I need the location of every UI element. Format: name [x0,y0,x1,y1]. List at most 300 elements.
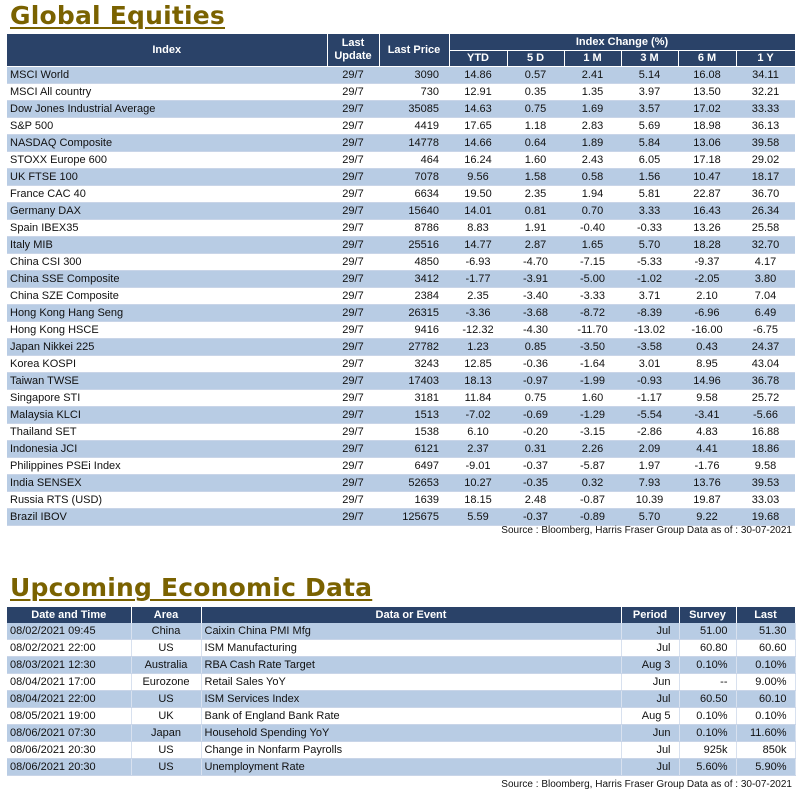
index-change-cell: 3.57 [621,101,678,118]
index-change-cell: -5.66 [736,407,795,424]
survey-cell: 0.10% [679,657,736,674]
index-change-cell: 4.41 [678,441,736,458]
index-name-cell: UK FTSE 100 [7,169,327,186]
datetime-cell: 08/06/2021 20:30 [7,759,131,776]
table-row [7,407,795,424]
survey-cell: 60.50 [679,691,736,708]
datetime-cell: 08/04/2021 17:00 [7,674,131,691]
table-row [7,373,795,390]
index-change-cell: 10.27 [449,475,507,492]
index-change-cell: 9.22 [678,509,736,526]
table-row [7,356,795,373]
last-update-cell: 29/7 [327,152,379,169]
last-price-cell: 6634 [379,186,449,203]
table-row [7,623,795,640]
index-change-cell: 9.58 [736,458,795,475]
index-change-cell: 3.33 [621,203,678,220]
header-area: Area [131,607,201,623]
index-name-cell: China CSI 300 [7,254,327,271]
index-name-cell: China SZE Composite [7,288,327,305]
last-update-cell: 29/7 [327,424,379,441]
index-change-cell: 43.04 [736,356,795,373]
index-change-cell: 13.50 [678,84,736,101]
last-update-cell: 29/7 [327,407,379,424]
header-period-ytd: YTD [449,51,507,67]
last-value-cell: 9.00% [736,674,795,691]
event-cell: Caixin China PMI Mfg [201,623,621,640]
last-update-cell: 29/7 [327,101,379,118]
area-cell: US [131,691,201,708]
event-cell: Retail Sales YoY [201,674,621,691]
table-row [7,271,795,288]
index-change-cell: 17.18 [678,152,736,169]
last-price-cell: 15640 [379,203,449,220]
last-update-cell: 29/7 [327,492,379,509]
index-change-cell: 14.01 [449,203,507,220]
index-change-cell: 3.01 [621,356,678,373]
index-name-cell: Russia RTS (USD) [7,492,327,509]
last-update-cell: 29/7 [327,135,379,152]
index-change-cell: -6.96 [678,305,736,322]
index-change-cell: -1.64 [564,356,621,373]
period-cell: Jul [621,742,679,759]
index-change-cell: -9.01 [449,458,507,475]
index-change-cell: 1.97 [621,458,678,475]
last-price-cell: 4850 [379,254,449,271]
last-price-cell: 125675 [379,509,449,526]
index-change-cell: -3.58 [621,339,678,356]
index-change-cell: 0.75 [507,390,564,407]
survey-cell: 925k [679,742,736,759]
index-change-cell: -12.32 [449,322,507,339]
index-change-cell: 13.26 [678,220,736,237]
last-update-cell: 29/7 [327,458,379,475]
index-change-cell: -1.17 [621,390,678,407]
event-cell: RBA Cash Rate Target [201,657,621,674]
index-change-cell: -0.93 [621,373,678,390]
last-update-cell: 29/7 [327,390,379,407]
last-price-cell: 7078 [379,169,449,186]
header-period-6m: 6 M [678,51,736,67]
last-price-cell: 1639 [379,492,449,509]
index-change-cell: 3.97 [621,84,678,101]
survey-cell: 60.80 [679,640,736,657]
index-change-cell: -4.30 [507,322,564,339]
last-price-cell: 464 [379,152,449,169]
index-change-cell: 4.17 [736,254,795,271]
last-price-cell: 26315 [379,305,449,322]
last-update-cell: 29/7 [327,271,379,288]
index-change-cell: 32.70 [736,237,795,254]
table-row [7,657,795,674]
period-cell: Jul [621,691,679,708]
index-change-cell: -7.02 [449,407,507,424]
index-change-cell: 0.57 [507,67,564,84]
table-row [7,640,795,657]
index-name-cell: Taiwan TWSE [7,373,327,390]
last-price-cell: 27782 [379,339,449,356]
table-row [7,492,795,509]
table-row [7,475,795,492]
last-price-cell: 8786 [379,220,449,237]
last-value-cell: 0.10% [736,657,795,674]
header-survey: Survey [679,607,736,623]
period-cell: Jul [621,623,679,640]
index-change-cell: 2.83 [564,118,621,135]
survey-cell: 0.10% [679,708,736,725]
index-change-cell: 0.85 [507,339,564,356]
last-price-cell: 1538 [379,424,449,441]
index-change-cell: 18.13 [449,373,507,390]
index-change-cell: 16.88 [736,424,795,441]
header-index-change: Index Change (%) [449,34,795,51]
index-name-cell: France CAC 40 [7,186,327,203]
index-change-cell: -3.68 [507,305,564,322]
last-price-cell: 1513 [379,407,449,424]
index-change-cell: 29.02 [736,152,795,169]
table-row [7,441,795,458]
area-cell: UK [131,708,201,725]
index-change-cell: -3.41 [678,407,736,424]
index-change-cell: 1.69 [564,101,621,118]
last-update-cell: 29/7 [327,441,379,458]
index-change-cell: 9.58 [678,390,736,407]
area-cell: China [131,623,201,640]
index-name-cell: Singapore STI [7,390,327,407]
period-cell: Jul [621,759,679,776]
index-change-cell: -0.69 [507,407,564,424]
table-row [7,424,795,441]
index-change-cell: 12.85 [449,356,507,373]
table-row [7,237,795,254]
last-update-cell: 29/7 [327,186,379,203]
index-change-cell: 16.43 [678,203,736,220]
index-change-cell: 3.71 [621,288,678,305]
index-change-cell: -0.35 [507,475,564,492]
index-change-cell: 0.35 [507,84,564,101]
index-change-cell: -16.00 [678,322,736,339]
index-change-cell: -0.20 [507,424,564,441]
last-update-cell: 29/7 [327,67,379,84]
index-change-cell: 13.76 [678,475,736,492]
index-change-cell: 14.86 [449,67,507,84]
index-change-cell: 1.56 [621,169,678,186]
index-change-cell: 14.63 [449,101,507,118]
index-name-cell: NASDAQ Composite [7,135,327,152]
index-change-cell: -2.05 [678,271,736,288]
index-change-cell: 2.35 [507,186,564,203]
index-change-cell: 33.03 [736,492,795,509]
index-name-cell: India SENSEX [7,475,327,492]
area-cell: US [131,759,201,776]
last-update-cell: 29/7 [327,356,379,373]
equities-table-body [7,67,795,526]
last-update-cell: 29/7 [327,237,379,254]
index-change-cell: 5.69 [621,118,678,135]
index-change-cell: -6.93 [449,254,507,271]
index-change-cell: -8.72 [564,305,621,322]
datetime-cell: 08/03/2021 12:30 [7,657,131,674]
index-change-cell: -13.02 [621,322,678,339]
index-change-cell: 8.95 [678,356,736,373]
survey-cell: 5.60% [679,759,736,776]
index-change-cell: -5.33 [621,254,678,271]
index-change-cell: 14.77 [449,237,507,254]
index-name-cell: S&P 500 [7,118,327,135]
index-change-cell: 2.26 [564,441,621,458]
header-period-3m: 3 M [621,51,678,67]
index-name-cell: China SSE Composite [7,271,327,288]
index-change-cell: 2.37 [449,441,507,458]
datetime-cell: 08/04/2021 22:00 [7,691,131,708]
header-period: Period [621,607,679,623]
index-name-cell: Thailand SET [7,424,327,441]
economic-table-body [7,623,795,776]
header-index: Index [7,34,327,67]
last-price-cell: 9416 [379,322,449,339]
index-change-cell: 6.49 [736,305,795,322]
period-cell: Jun [621,674,679,691]
index-change-cell: 1.60 [564,390,621,407]
index-change-cell: -5.54 [621,407,678,424]
header-last-price: Last Price [379,34,449,67]
table-row [7,254,795,271]
period-cell: Jul [621,640,679,657]
last-price-cell: 3412 [379,271,449,288]
index-change-cell: 2.10 [678,288,736,305]
index-change-cell: 2.87 [507,237,564,254]
index-change-cell: -3.33 [564,288,621,305]
last-value-cell: 5.90% [736,759,795,776]
index-change-cell: -1.77 [449,271,507,288]
index-name-cell: Hong Kong Hang Seng [7,305,327,322]
area-cell: Australia [131,657,201,674]
header-data-or-event: Data or Event [201,607,621,623]
last-value-cell: 60.60 [736,640,795,657]
index-change-cell: 36.70 [736,186,795,203]
index-change-cell: -3.40 [507,288,564,305]
index-name-cell: Brazil IBOV [7,509,327,526]
last-update-cell: 29/7 [327,322,379,339]
index-change-cell: 25.72 [736,390,795,407]
index-name-cell: Japan Nikkei 225 [7,339,327,356]
datetime-cell: 08/05/2021 19:00 [7,708,131,725]
last-update-cell: 29/7 [327,220,379,237]
index-name-cell: MSCI World [7,67,327,84]
index-change-cell: -5.00 [564,271,621,288]
economic-data-table [7,607,796,776]
index-name-cell: Spain IBEX35 [7,220,327,237]
index-change-cell: 18.86 [736,441,795,458]
index-change-cell: 11.84 [449,390,507,407]
last-price-cell: 35085 [379,101,449,118]
index-change-cell: -1.02 [621,271,678,288]
last-value-cell: 60.10 [736,691,795,708]
index-change-cell: -1.99 [564,373,621,390]
index-change-cell: 17.02 [678,101,736,118]
last-value-cell: 11.60% [736,725,795,742]
event-cell: Unemployment Rate [201,759,621,776]
last-update-cell: 29/7 [327,475,379,492]
event-cell: ISM Manufacturing [201,640,621,657]
index-change-cell: 2.09 [621,441,678,458]
index-name-cell: Malaysia KLCI [7,407,327,424]
last-update-cell: 29/7 [327,339,379,356]
index-change-cell: 19.50 [449,186,507,203]
table-row [7,339,795,356]
index-change-cell: 2.35 [449,288,507,305]
event-cell: ISM Services Index [201,691,621,708]
datetime-cell: 08/02/2021 22:00 [7,640,131,657]
last-update-cell: 29/7 [327,305,379,322]
index-change-cell: -3.91 [507,271,564,288]
index-change-cell: 5.59 [449,509,507,526]
period-cell: Aug 3 [621,657,679,674]
table-row [7,84,795,101]
index-change-cell: 0.43 [678,339,736,356]
index-change-cell: 5.14 [621,67,678,84]
table-row [7,220,795,237]
index-change-cell: 32.21 [736,84,795,101]
header-period-1m: 1 M [564,51,621,67]
last-value-cell: 51.30 [736,623,795,640]
header-last: Last [736,607,795,623]
index-name-cell: Italy MIB [7,237,327,254]
event-cell: Bank of England Bank Rate [201,708,621,725]
last-price-cell: 14778 [379,135,449,152]
datetime-cell: 08/02/2021 09:45 [7,623,131,640]
index-change-cell: 1.65 [564,237,621,254]
table-row [7,322,795,339]
index-change-cell: 22.87 [678,186,736,203]
index-change-cell: 5.70 [621,509,678,526]
index-change-cell: -0.87 [564,492,621,509]
index-change-cell: 1.23 [449,339,507,356]
index-change-cell: -5.87 [564,458,621,475]
last-update-cell: 29/7 [327,169,379,186]
last-update-cell: 29/7 [327,373,379,390]
index-change-cell: 18.98 [678,118,736,135]
index-change-cell: -1.29 [564,407,621,424]
index-change-cell: -3.36 [449,305,507,322]
index-change-cell: 16.08 [678,67,736,84]
index-change-cell: 5.81 [621,186,678,203]
table-row [7,118,795,135]
index-change-cell: 0.81 [507,203,564,220]
index-change-cell: 2.48 [507,492,564,509]
index-change-cell: 0.64 [507,135,564,152]
economic-source-note: Source : Bloomberg, Harris Fraser Group Data as of : 30-07-2021 [501,779,792,790]
global-equities-table [7,34,796,526]
last-value-cell: 0.10% [736,708,795,725]
table-row [7,152,795,169]
index-change-cell: -0.89 [564,509,621,526]
index-change-cell: 1.58 [507,169,564,186]
last-price-cell: 730 [379,84,449,101]
index-change-cell: -6.75 [736,322,795,339]
index-change-cell: -0.33 [621,220,678,237]
index-change-cell: 19.87 [678,492,736,509]
index-change-cell: 17.65 [449,118,507,135]
last-price-cell: 4419 [379,118,449,135]
header-last-update: Last Update [327,34,379,67]
index-change-cell: 3.80 [736,271,795,288]
table-row [7,458,795,475]
last-update-cell: 29/7 [327,118,379,135]
index-change-cell: 5.70 [621,237,678,254]
table-row [7,674,795,691]
index-change-cell: 10.47 [678,169,736,186]
last-update-cell: 29/7 [327,203,379,220]
survey-cell: 0.10% [679,725,736,742]
table-row [7,288,795,305]
index-change-cell: -3.50 [564,339,621,356]
table-row [7,67,795,84]
index-change-cell: -7.15 [564,254,621,271]
table-row [7,169,795,186]
area-cell: US [131,640,201,657]
index-change-cell: -0.37 [507,509,564,526]
index-change-cell: 6.05 [621,152,678,169]
economic-data-title: Upcoming Economic Data [10,573,373,602]
table-row [7,390,795,407]
index-change-cell: 10.39 [621,492,678,509]
index-change-cell: 0.75 [507,101,564,118]
index-change-cell: 16.24 [449,152,507,169]
table-row [7,305,795,322]
area-cell: Eurozone [131,674,201,691]
table-row [7,759,795,776]
last-price-cell: 52653 [379,475,449,492]
index-change-cell: 1.91 [507,220,564,237]
index-change-cell: 1.18 [507,118,564,135]
global-equities-title: Global Equities [10,1,225,30]
index-change-cell: -2.86 [621,424,678,441]
table-row [7,186,795,203]
last-price-cell: 6121 [379,441,449,458]
index-change-cell: -3.15 [564,424,621,441]
index-change-cell: 19.68 [736,509,795,526]
survey-cell: 51.00 [679,623,736,640]
index-change-cell: -9.37 [678,254,736,271]
index-change-cell: 24.37 [736,339,795,356]
header-period-1y: 1 Y [736,51,795,67]
index-change-cell: 0.70 [564,203,621,220]
table-row [7,708,795,725]
index-change-cell: -0.40 [564,220,621,237]
index-change-cell: 14.96 [678,373,736,390]
table-row [7,742,795,759]
period-cell: Jun [621,725,679,742]
index-change-cell: 1.94 [564,186,621,203]
index-change-cell: 18.15 [449,492,507,509]
index-name-cell: Korea KOSPI [7,356,327,373]
area-cell: Japan [131,725,201,742]
index-change-cell: 36.13 [736,118,795,135]
index-name-cell: STOXX Europe 600 [7,152,327,169]
index-change-cell: 6.10 [449,424,507,441]
area-cell: US [131,742,201,759]
survey-cell: -- [679,674,736,691]
index-change-cell: 5.84 [621,135,678,152]
index-name-cell: Philippines PSEi Index [7,458,327,475]
last-price-cell: 3181 [379,390,449,407]
index-change-cell: 4.83 [678,424,736,441]
index-name-cell: Germany DAX [7,203,327,220]
last-price-cell: 3243 [379,356,449,373]
index-change-cell: 0.31 [507,441,564,458]
table-row [7,725,795,742]
